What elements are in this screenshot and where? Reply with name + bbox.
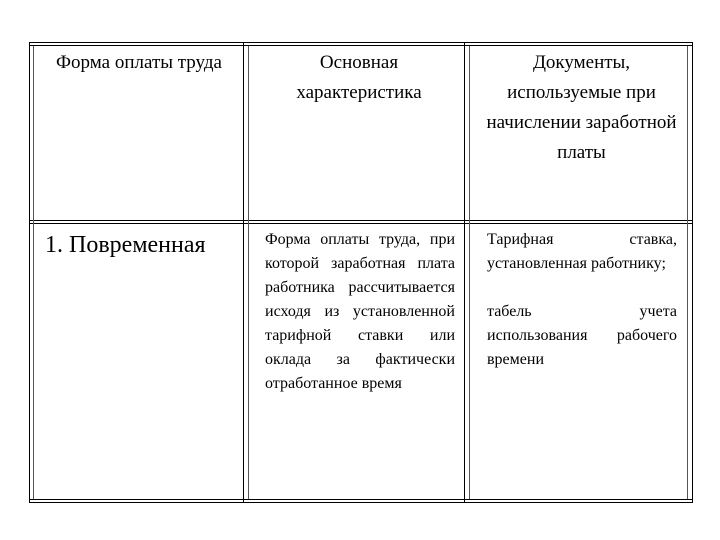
table-left-border [29,42,30,503]
payment-form-name: 1. Повременная [45,232,206,258]
table-right-border [692,42,693,503]
header-row-separator [29,220,693,221]
table-top-border [29,42,693,43]
header-documents: Документы, используемые при начислении заработной платы [486,52,677,163]
column-separator-2 [464,42,465,503]
column-separator-1-inner [248,46,249,499]
paragraph-gap [487,276,677,300]
header-row-separator-inner [29,223,693,224]
payment-form-characteristic: Форма оплаты труда, при которой заработная плата работника рассчитывается исходя из установленной тарифной ставки или оклада за фактически отработанное время [265,231,455,392]
column-separator-1 [243,42,244,503]
header-main-characteristic: Основная характеристика [296,52,422,103]
payment-forms-table [29,42,693,503]
document-timesheet: табель учета использования рабочего времени [487,303,677,368]
table-top-border-inner [29,45,693,46]
table-right-border-inner [687,46,688,499]
table-bottom-border [29,502,693,503]
column-separator-2-inner [469,46,470,499]
document-tariff-rate: Тарифная ставка, установленная работнику; [487,231,677,272]
table-left-border-inner [33,46,34,499]
table-bottom-border-inner [29,499,693,500]
payment-form-documents [487,228,677,372]
header-payment-form: Форма оплаты труда [56,52,222,73]
